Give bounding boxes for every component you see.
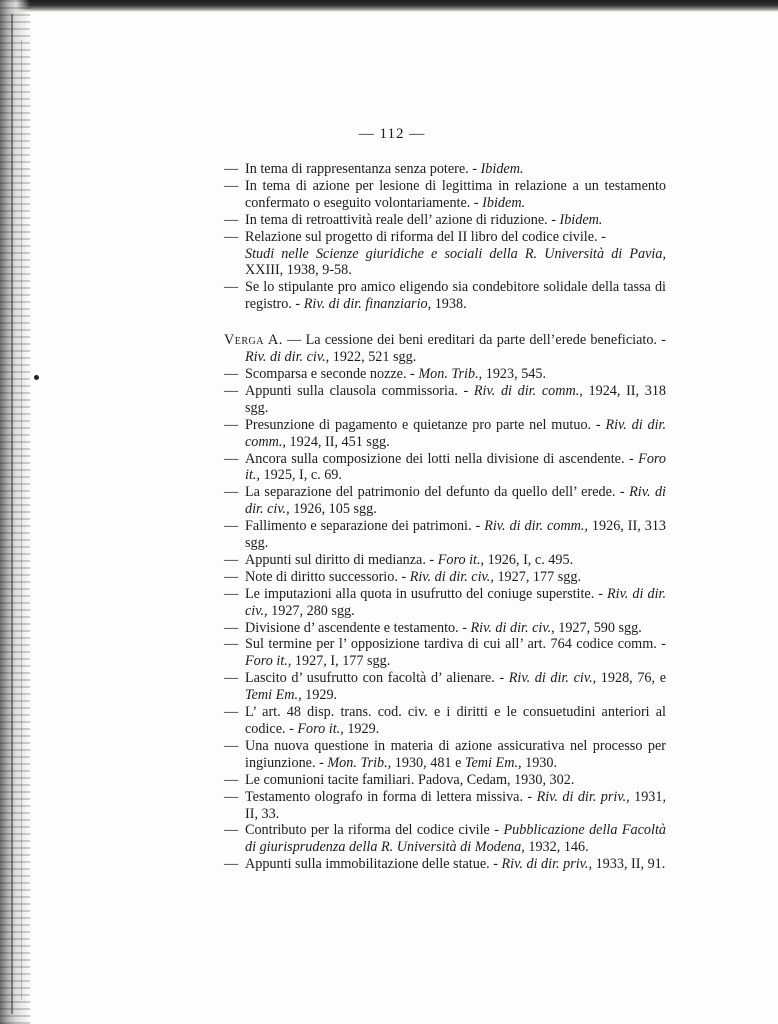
entry-source: Mon. Trib.,	[327, 754, 392, 771]
entry-title: In tema di retroattività reale dell’ azione di riduzione. -	[245, 211, 556, 228]
entry-title: Appunti sul diritto di medianza. -	[245, 551, 435, 568]
entry-title: Ancora sulla composizione dei lotti nella divisione di ascendente. -	[245, 450, 634, 467]
bib-entry	[224, 856, 666, 873]
bib-entry	[224, 738, 666, 772]
entry-source: Riv. di dir. comm.,	[473, 382, 583, 399]
bib-entry	[224, 772, 666, 789]
entry-source: Foro it.,	[297, 721, 344, 737]
bib-entry	[224, 161, 666, 178]
entry-dash: —	[224, 450, 239, 467]
bib-entry	[224, 417, 666, 451]
author-name: Verga A.	[224, 332, 283, 349]
entry-details: 1929.	[347, 721, 380, 737]
entry-dash: —	[224, 619, 239, 636]
entry-source: Ibidem.	[482, 194, 526, 211]
entry-source: Riv. di dir. civ.,	[245, 585, 667, 619]
entry-title: Sul termine per l’ opposizione tardiva di cui all’ art. 764 codice comm. -	[245, 636, 666, 653]
bibliography	[224, 161, 666, 873]
entry-title: Lascito d’ usufrutto con facoltà d’ alienare. -	[245, 670, 505, 687]
entry-source: Riv. di dir. priv.,	[536, 788, 630, 805]
entry-source: Riv. di dir. civ.,	[409, 568, 494, 585]
entry-dash: —	[224, 551, 239, 568]
entry-dash: —	[224, 177, 239, 194]
entry-dash: —	[224, 279, 239, 296]
bib-entry	[224, 383, 666, 417]
entry-details: 1922, 521 sgg.	[332, 349, 417, 366]
verga-entries	[224, 366, 666, 873]
entry-source: Mon. Trib.,	[418, 365, 483, 382]
bib-entry	[224, 704, 666, 738]
bib-entry	[224, 822, 666, 856]
entry-source: Foro it.,	[245, 653, 292, 670]
entry-dash: —	[224, 484, 239, 501]
entry-details: 1924, II, 451 sgg.	[289, 433, 390, 450]
entry-source: Riv. di dir. civ.,	[245, 484, 666, 518]
entry-dash: —	[224, 856, 239, 873]
entry-details: 1927, 280 sgg.	[271, 602, 355, 619]
bib-entry	[224, 620, 666, 637]
entry-title: Divisione d’ ascendente e testamento. -	[245, 619, 467, 636]
entry-dash: —	[224, 568, 239, 585]
entry-source: Ibidem.	[480, 161, 524, 177]
entry-source: Riv. di dir. comm.,	[484, 518, 588, 535]
entry-title: Appunti sulla clausola commissoria. -	[245, 382, 469, 399]
entry-dash: —	[224, 228, 239, 245]
bib-entry	[224, 670, 666, 704]
entry-source: Riv. di dir. priv.,	[501, 856, 593, 873]
entry-dash: —	[224, 670, 239, 687]
entry-source: Ibidem.	[559, 211, 603, 228]
bib-entry	[224, 451, 666, 485]
entry-title: Una nuova questione in materia di azione assicurativa nel processo per ingiunzione. -	[245, 737, 666, 771]
entry-title: La separazione del patrimonio del defunto da quello dell’ erede. -	[245, 484, 625, 501]
scan-left-edge	[0, 0, 30, 1024]
entry-title: Appunti sulla immobilitazione delle statue. -	[245, 856, 498, 873]
bib-entry	[224, 569, 666, 586]
bib-entry	[224, 178, 666, 212]
entry-details: 1923, 545.	[485, 365, 547, 382]
entry-dash: —	[224, 382, 239, 399]
entry-dash: —	[224, 636, 239, 653]
entry-details: 1930, 481 e	[394, 754, 462, 771]
entry-dash: —	[224, 788, 239, 805]
entry-title: La cessione dei beni ereditari da parte dell’erede beneficiato. -	[305, 332, 666, 349]
bib-entry	[224, 279, 666, 313]
entry-dash: —	[224, 161, 239, 177]
entry-title: Se lo stipulante pro amico eligendo sia condebitore solidale della tassa di registro. -	[245, 279, 666, 313]
bib-entry	[224, 484, 666, 518]
entry-details: 1924, II, 318 sgg.	[245, 382, 667, 416]
bib-entry	[224, 366, 666, 383]
entry-source: Riv. di dir. finanziario,	[303, 296, 432, 313]
bib-entry	[224, 212, 666, 229]
entry-source: Riv. di dir. civ.,	[245, 349, 330, 366]
entry-dash: —	[224, 822, 239, 839]
entry-details: 1932, 146.	[528, 839, 589, 856]
entry-title: Fallimento e separazione dei patrimoni. -	[245, 518, 481, 535]
entry-details: 1938.	[434, 296, 467, 313]
ink-spot	[34, 375, 39, 380]
entry-details: 1928, 76, e	[600, 670, 666, 687]
bib-entry	[224, 586, 666, 620]
entry-details: 1926, II, 313 sgg.	[245, 518, 667, 552]
entry-title: Le comunioni tacite familiari. Padova, Cedam, 1930, 302.	[245, 771, 575, 788]
bib-entry	[224, 518, 666, 552]
entry-title: Le imputazioni alla quota in usufrutto del coniuge superstite. -	[245, 585, 603, 602]
entry-details: 1931, II, 33.	[245, 788, 667, 822]
entry-dash: —	[224, 737, 239, 754]
entry-source: Foro it.,	[245, 450, 667, 484]
entry-source: Foro it.,	[437, 551, 485, 568]
entry-details: 1927, 177 sgg.	[497, 568, 581, 585]
entry-details: 1926, 105 sgg.	[293, 501, 377, 518]
entry-dash: —	[224, 211, 239, 228]
page-number: — 112 —	[358, 126, 426, 142]
entry-dash: —	[224, 585, 239, 602]
entry-title: In tema di azione per lesione di legittima in relazione a un testamento confermato o eseguito volontariamente. -	[245, 177, 666, 211]
entry-title: Note di diritto successorio. -	[245, 568, 407, 585]
entry-dash: —	[224, 704, 239, 721]
entry-dash: —	[224, 416, 239, 433]
entry-title: In tema di rappresentanza senza potere. -	[245, 161, 478, 177]
entry-details-2: 1929.	[305, 687, 338, 704]
entry-title: Relazione sul progetto di riforma del II libro del codice civile. -	[245, 228, 606, 245]
entry-title: L’ art. 48 disp. trans. cod. civ. e i diritti e le consuetudini anteriori al codice. -	[245, 704, 666, 737]
entry-dash: —	[224, 771, 239, 788]
entry-dash: —	[224, 518, 239, 535]
entry-source: Riv. di dir. civ.,	[470, 619, 555, 636]
entry-details: 1933, II, 91.	[595, 856, 666, 873]
binding-shadow	[11, 14, 13, 1014]
entry-source: Studi nelle Scienze giuridiche e sociali della R. Università di Pavia,	[245, 245, 666, 262]
bib-entry	[224, 229, 666, 280]
entry-details: 1927, I, 177 sgg.	[294, 653, 391, 670]
entry-title: Scomparsa e seconde nozze. -	[245, 365, 415, 382]
entry-details: 1926, I, c. 495.	[487, 551, 574, 568]
entry-source: Riv. di dir. comm.,	[245, 416, 667, 450]
bib-entry	[224, 789, 666, 823]
entry-source-2: Temi Em.,	[245, 687, 302, 704]
entry-title: Presunzione di pagamento e quietanze pro parte nel mutuo. -	[245, 416, 601, 433]
entry-dash: —	[224, 365, 239, 382]
author-entry-verga	[224, 332, 666, 366]
bib-entry	[224, 552, 666, 569]
scan-top-edge	[0, 0, 778, 12]
bib-entry	[224, 636, 666, 670]
entry-source: Pubblicazione della Facoltà di giurisprudenza della R. Università di Modena,	[245, 822, 667, 856]
entry-details: XXIII, 1938, 9-58.	[245, 262, 352, 279]
entry-source: Riv. di dir. civ.,	[508, 670, 597, 687]
entry-source-2: Temi Em.,	[464, 754, 522, 771]
entry-dash: —	[287, 332, 302, 349]
entry-title: Contributo per la riforma del codice civile -	[245, 822, 500, 839]
entry-details-2: 1930.	[525, 754, 558, 771]
binding-shadow-inner	[21, 40, 22, 1000]
entry-details: 1927, 590 sgg.	[558, 619, 642, 636]
entry-title: Testamento olografo in forma di lettera missiva. -	[245, 788, 533, 805]
entry-details: 1925, I, c. 69.	[263, 467, 342, 484]
